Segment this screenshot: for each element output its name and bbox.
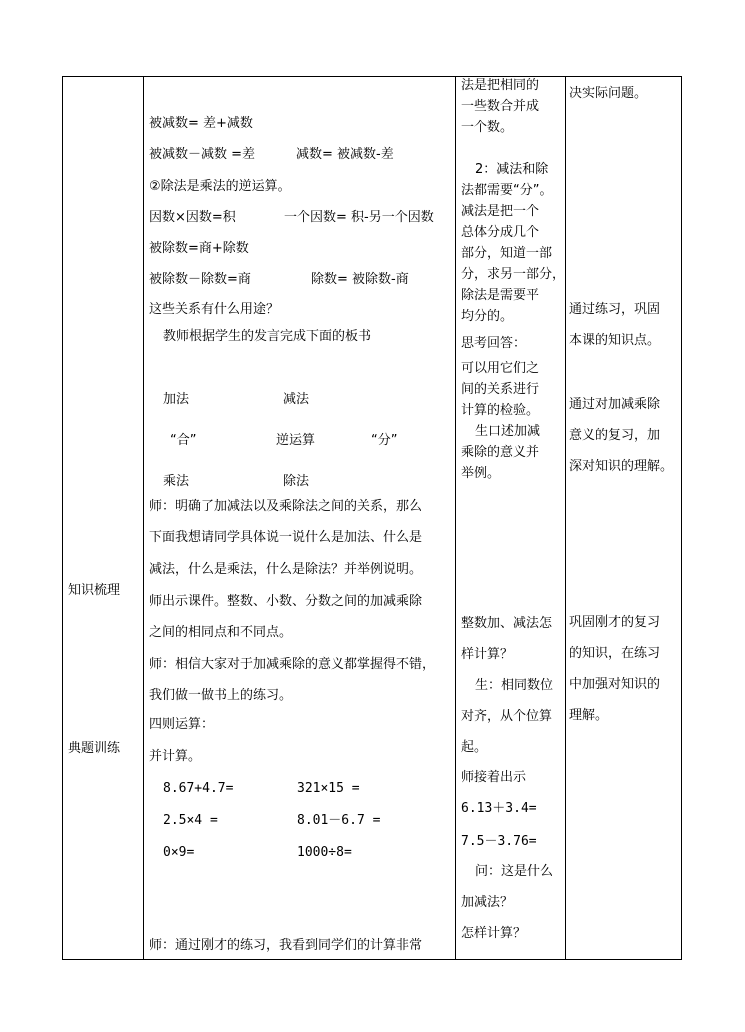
student-line: 除法是需要平: [461, 288, 540, 303]
board-mul: 乘法: [163, 474, 190, 489]
student-line: 法是把相同的: [461, 78, 540, 93]
calc-item: 0×9=: [163, 845, 195, 860]
formula-line: 一个因数= 积-另一个因数: [284, 210, 434, 225]
intent-line: 通过练习，巩固: [569, 302, 661, 317]
student-line: 部分，知道一部: [461, 246, 553, 261]
student-line: 怎样计算？: [461, 926, 527, 941]
intent-line: 通过对加减乘除: [569, 397, 661, 412]
paragraph-line: 师：通过刚才的练习，我看到同学们的计算非常: [149, 938, 423, 953]
board-inverse: 逆运算: [276, 433, 316, 448]
student-line: 间的关系进行: [461, 382, 540, 397]
intent-line: 巩固刚才的复习: [569, 615, 661, 630]
formula-line: 被除数=商+除数: [149, 241, 249, 256]
formula-line: 被除数－除数=商: [149, 272, 251, 287]
student-line: 7.5－3.76=: [461, 834, 537, 849]
formula-line: 除数= 被除数-商: [311, 272, 409, 287]
calc-item: 8.01－6.7 =: [297, 813, 381, 828]
student-line: 生：相同数位: [475, 678, 554, 693]
column-divider: [455, 77, 456, 959]
board-he: “合”: [170, 433, 197, 448]
board-add: 加法: [163, 392, 190, 407]
student-line: 起。: [461, 740, 488, 755]
intent-line: 决实际问题。: [569, 86, 648, 101]
board-div: 除法: [283, 474, 310, 489]
student-line: 样计算？: [461, 647, 514, 662]
question-line: 这些关系有什么用途？: [149, 302, 280, 317]
student-line: 一个数。: [461, 120, 514, 135]
paragraph-line: 师出示课件。整数、小数、分数之间的加减乘除: [149, 594, 423, 609]
student-line: 举例。: [461, 466, 501, 481]
student-line: 分，求另一部分，: [461, 267, 566, 282]
formula-line: 因数×因数=积: [149, 210, 236, 225]
intent-line: 中加强对知识的: [569, 677, 661, 692]
student-line: 思考回答：: [461, 336, 527, 351]
student-line: 总体分成几个: [461, 225, 540, 240]
formula-line: ②除法是乘法的逆运算。: [149, 179, 291, 194]
student-line: 一些数合并成: [461, 99, 540, 114]
student-line: 法都需要“分”。: [461, 183, 553, 198]
paragraph-line: 减法，什么是乘法，什么是除法？并举例说明。: [149, 562, 423, 577]
paragraph-line: 四则运算：: [149, 717, 215, 732]
student-line: 对齐，从个位算: [461, 709, 553, 724]
calc-item: 1000÷8=: [297, 845, 352, 860]
paragraph-line: 下面我想请同学具体说一说什么是加法、什么是: [149, 530, 423, 545]
student-line: 均分的。: [461, 309, 514, 324]
student-line: 加减法？: [461, 895, 514, 910]
paragraph-line: 我们做一做书上的练习。: [149, 688, 293, 703]
paragraph-line: 师：相信大家对于加减乘除的意义都掌握得不错，: [149, 657, 436, 672]
formula-line: 减数= 被减数-差: [296, 147, 394, 162]
student-line: 2：减法和除: [475, 162, 549, 177]
student-line: 可以用它们之: [461, 361, 540, 376]
calc-item: 8.67+4.7=: [163, 781, 234, 796]
student-line: 6.13＋3.4=: [461, 801, 537, 816]
instruction-line: 教师根据学生的发言完成下面的板书: [163, 329, 372, 344]
intent-line: 意义的复习，加: [569, 428, 661, 443]
section-label-knowledge: 知识梳理: [68, 583, 121, 598]
student-line: 减法是把一个: [461, 204, 540, 219]
student-line: 生口述加减: [475, 424, 541, 439]
calc-item: 2.5×4 =: [163, 813, 218, 828]
student-line: 问：这是什么: [475, 864, 554, 879]
formula-line: 被减数－减数 =差: [149, 147, 256, 162]
calc-item: 321×15 =: [297, 781, 360, 796]
paragraph-line: 并计算。: [149, 749, 202, 764]
intent-line: 本课的知识点。: [569, 333, 661, 348]
formula-line: 被减数= 差+减数: [149, 116, 253, 131]
intent-line: 的知识，在练习: [569, 646, 661, 661]
student-line: 乘除的意义并: [461, 445, 540, 460]
section-label-exercise: 典题训练: [68, 741, 121, 756]
student-line: 整数加、减法怎: [461, 616, 553, 631]
paragraph-line: 之间的相同点和不同点。: [149, 625, 293, 640]
intent-line: 理解。: [569, 708, 609, 723]
board-fen: “分”: [371, 433, 398, 448]
student-line: 计算的检验。: [461, 403, 540, 418]
column-divider: [565, 77, 566, 959]
intent-line: 深对知识的理解。: [569, 459, 674, 474]
column-divider: [143, 77, 144, 959]
paragraph-line: 师：明确了加减法以及乘除法之间的关系，那么: [149, 499, 423, 514]
board-sub: 减法: [283, 392, 310, 407]
student-line: 师接着出示: [461, 770, 527, 785]
